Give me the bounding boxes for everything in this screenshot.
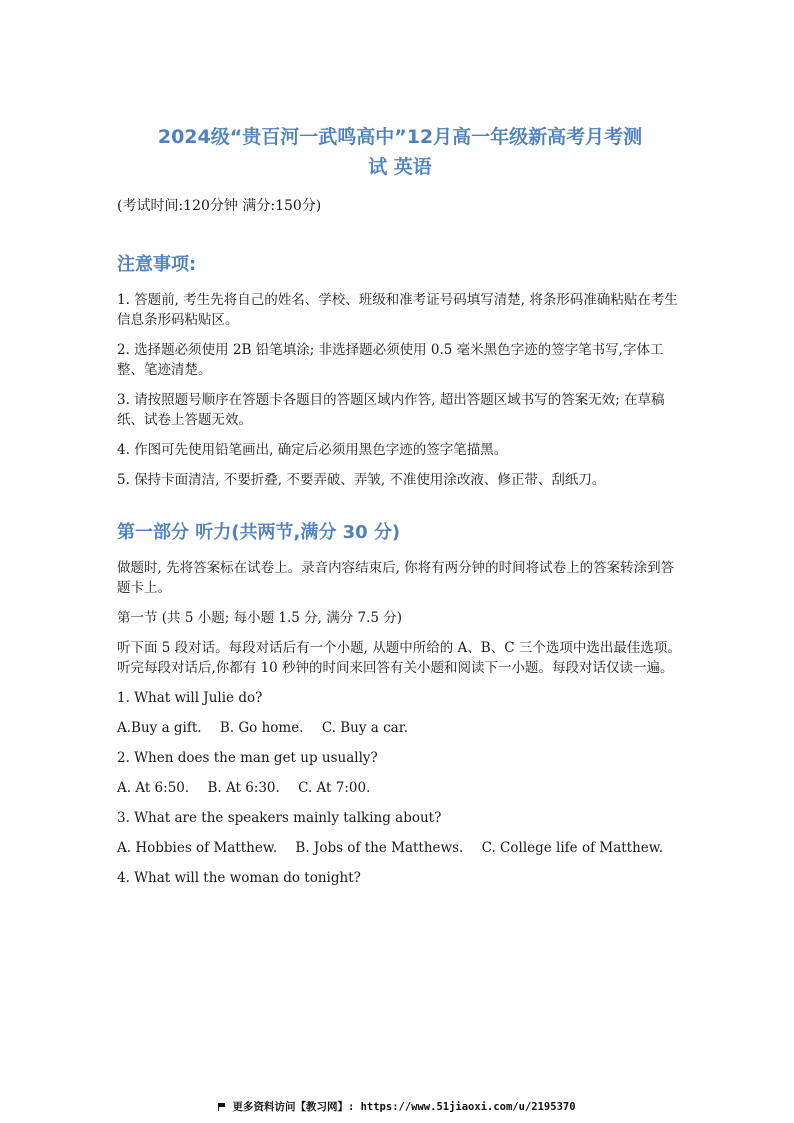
section-instructions: 听下面 5 段对话。每段对话后有一个小题, 从题中所给的 A、B、C 三个选项中选出最佳选项。 听完每段对话后,你都有 10 秒钟的时间来回答有关小题和阅读下一小题。每段对话仅读一遍。 (117, 640, 681, 676)
exam-page (117, 122, 683, 888)
footer-link[interactable] (0, 1099, 794, 1114)
part-one-heading: 第一部分 听力(共两节,满分 30 分) (117, 522, 401, 543)
title-line-1: 2024级“贵百河一武鸣高中”12月高一年级新高考月考测 (157, 126, 643, 148)
question-1-options (117, 718, 683, 738)
question-2-options (117, 778, 683, 798)
title-line-2: 试 英语 (368, 156, 432, 178)
exam-info: (考试时间:120分钟 满分:150分) (117, 198, 322, 214)
part-one-intro: 做题时, 先将答案标在试卷上。录音内容结束后, 你将有两分钟的时间将试卷上的答案转涂到答题卡上。 (117, 560, 675, 596)
option-a: A. At 6:50. (117, 780, 190, 796)
document-title (117, 122, 683, 182)
notice-item: 4. 作图可先使用铅笔画出, 确定后必须用黑色字迹的签字笔描黑。 (117, 442, 508, 458)
option-b: B. At 6:30. (207, 780, 280, 796)
question-3: 3. What are the speakers mainly talking about? (117, 810, 442, 826)
notice-item: 1. 答题前, 考生先将自己的姓名、学校、班级和准考证号码填写清楚, 将条形码准确粘贴在考生信息条形码粘贴区。 (117, 292, 678, 328)
notice-item: 3. 请按照题号顺序在答题卡各题目的答题区域内作答, 超出答题区域书写的答案无效; 在草稿纸、试卷上答题无效。 (117, 392, 665, 428)
option-c: C. At 7:00. (298, 780, 371, 796)
footer-text: 更多资料访问【教习网】: https://www.51jiaoxi.com/u/2195370 (232, 1101, 576, 1113)
question-4: 4. What will the woman do tonight? (117, 870, 361, 886)
option-b: B. Jobs of the Matthews. (295, 840, 464, 856)
notice-item: 5. 保持卡面清洁, 不要折叠, 不要弄破、弄皱, 不准使用涂改液、修正带、刮纸刀。 (117, 472, 606, 488)
flag-icon (218, 1103, 227, 1111)
question-2: 2. When does the man get up usually? (117, 750, 378, 766)
option-a: A.Buy a gift. (117, 720, 202, 736)
question-1: 1. What will Julie do? (117, 690, 263, 706)
notice-item: 2. 选择题必须使用 2B 铅笔填涂; 非选择题必须使用 0.5 毫米黑色字迹的签字笔书写,字体工整、笔迹清楚。 (117, 342, 664, 378)
option-c: C. Buy a car. (321, 720, 408, 736)
option-b: B. Go home. (219, 720, 304, 736)
option-a: A. Hobbies of Matthew. (117, 840, 278, 856)
option-c: C. College life of Matthew. (481, 840, 664, 856)
section-label: 第一节 (共 5 小题; 每小题 1.5 分, 满分 7.5 分) (117, 610, 403, 626)
question-3-options (117, 838, 683, 858)
notice-heading: 注意事项: (117, 254, 197, 275)
